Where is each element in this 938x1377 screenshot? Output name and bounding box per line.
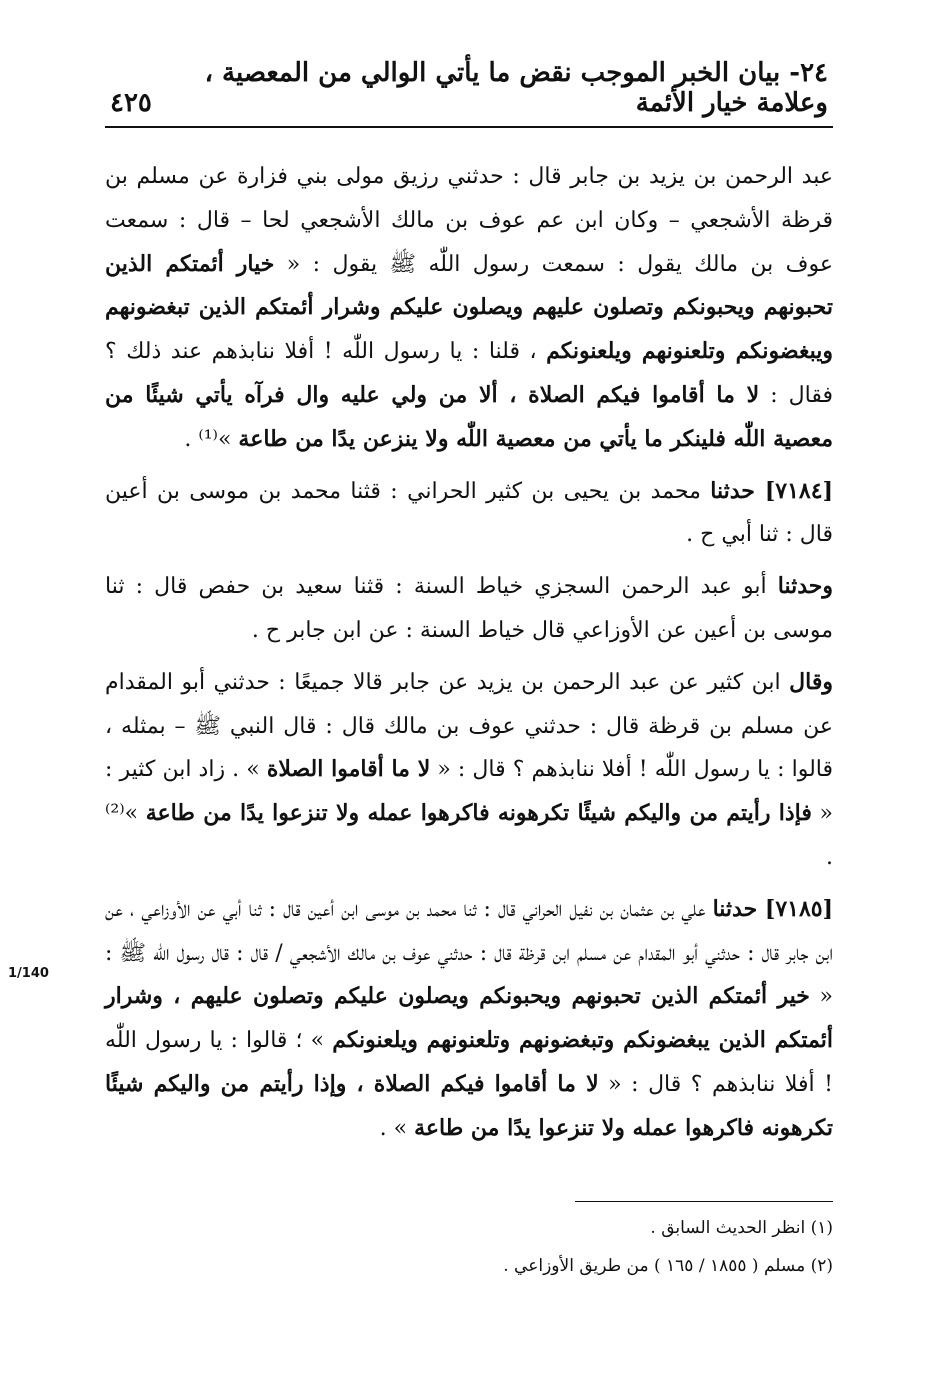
running-header [110, 58, 828, 118]
footnote-1: (١) انظر الحديث السابق . [650, 1218, 833, 1238]
header-title: ٢٤- بيان الخبر الموجب نقض ما يأتي الوالي من المعصية ، وعلامة خيار الأئمة [204, 58, 828, 118]
lead-word: وحدثنا [777, 573, 833, 600]
main-text [105, 155, 833, 1151]
hadith-text: خير أئمتكم الذين تحبونهم ويحبونكم ويصلون عليكم وتصلون عليهم ، وشرار أئمتكم الذين يبغضونكم وتبغضونهم وتلعنونهم ويلعنونكم [105, 983, 833, 1054]
narration-text: ابن كثير عن عبد الرحمن بن يزيد عن جابر قالا جميعًا : حدثني أبو المقدام عن مسلم بن قرظة قال : حدثني عوف بن مالك قال : قال النبي ﷺ – بمثله ، قالوا : يا رسول اللّٰه ! أفلا ننابذهم ؟ قال : « [105, 669, 834, 783]
margin-folio-note: 1/140 [8, 966, 49, 981]
footnote-divider [575, 1201, 833, 1202]
paragraph-7184 [105, 470, 833, 558]
narration-text: علي بن عثمان بن نفيل الحراني قال : ثنا محمد بن موسى ابن أعين قال : ثنا أبي عن الأوزاعي ، عن ابن جابر قال : حدثني أبو المقدام عن مسلم ابن قرظة قال : حدثني عوف بن مالك الأشجعي / قال : قال رسول اللّٰه ﷺ : « [105, 896, 833, 1010]
hadith-text: لا ما أقاموا الصلاة [266, 756, 431, 783]
lead-word: وقال [789, 668, 833, 695]
hadith-text: فإذا رأيتم من واليكم شيئًا تكرهونه فاكرهوا عمله ولا تنزعوا يدًا من طاعة [145, 800, 812, 827]
header-divider [105, 126, 833, 128]
hadith-number: [٧١٨٤] حدثنا [710, 477, 833, 504]
narration-text: » . [379, 1115, 415, 1141]
hadith-text: لا ما أقاموا فيكم الصلاة ، وإذا رأيتم من واليكم شيئًا تكرهونه فاكرهوا عمله ولا تنزعوا يدًا من طاعة [105, 1070, 833, 1141]
narration-text: »⁽¹⁾ . [184, 426, 239, 452]
narration-text: »⁽²⁾ . [105, 801, 833, 870]
hadith-text: خيار أئمتكم الذين تحبونهم ويحبونكم وتصلون عليهم ويصلون عليكم وشرار أئمتكم الذين تبغضونهم ويبغضونكم وتلعنونهم ويلعنونكم [105, 250, 833, 365]
paragraph-1 [105, 155, 833, 462]
narration-text: عبد الرحمن بن يزيد بن جابر قال : حدثني رزيق مولى بني فزارة عن مسلم بن قرظة الأشجعي – وكان ابن عم عوف بن مالك الأشجعي لحا – قال : سمعت عوف بن مالك يقول : سمعت رسول اللّٰه ﷺ يقول : « [105, 164, 833, 277]
narration-text: محمد بن يحيى بن كثير الحراني : قثنا محمد بن موسى بن أعين قال : ثنا أبي ح . [105, 478, 833, 548]
narration-text: » ؛ قالوا : يا رسول اللّٰه ! أفلا ننابذهم ؟ قال : « [105, 1028, 833, 1097]
narration-text: » . زاد ابن كثير : « [105, 757, 834, 827]
paragraph-7185 [105, 888, 833, 1151]
paragraph-4 [105, 661, 833, 880]
hadith-text: لا ما أقاموا فيكم الصلاة ، ألا من ولي عليه وال فرآه يأتي شيئًا من معصية اللّٰه فلينكر ما يأتي من معصية اللّٰه ولا ينزعن يدًا من طاعة [105, 381, 833, 452]
page-number: ٤٢٥ [110, 88, 152, 118]
narration-text: ، قلنا : يا رسول اللّٰه ! أفلا ننابذهم عند ذلك ؟ فقال : [105, 339, 833, 408]
hadith-number: [٧١٨٥] حدثنا [712, 895, 833, 922]
narration-text: أبو عبد الرحمن السجزي خياط السنة : قثنا سعيد بن حفص قال : ثنا موسى بن أعين عن الأوزاعي قال خياط السنة : عن ابن جابر ح . [105, 574, 833, 643]
paragraph-3 [105, 565, 833, 653]
footnotes [105, 1212, 833, 1288]
footnote-2: (٢) مسلم ( ١٨٥٥ / ١٦٥ ) من طريق الأوزاعي . [503, 1256, 833, 1276]
